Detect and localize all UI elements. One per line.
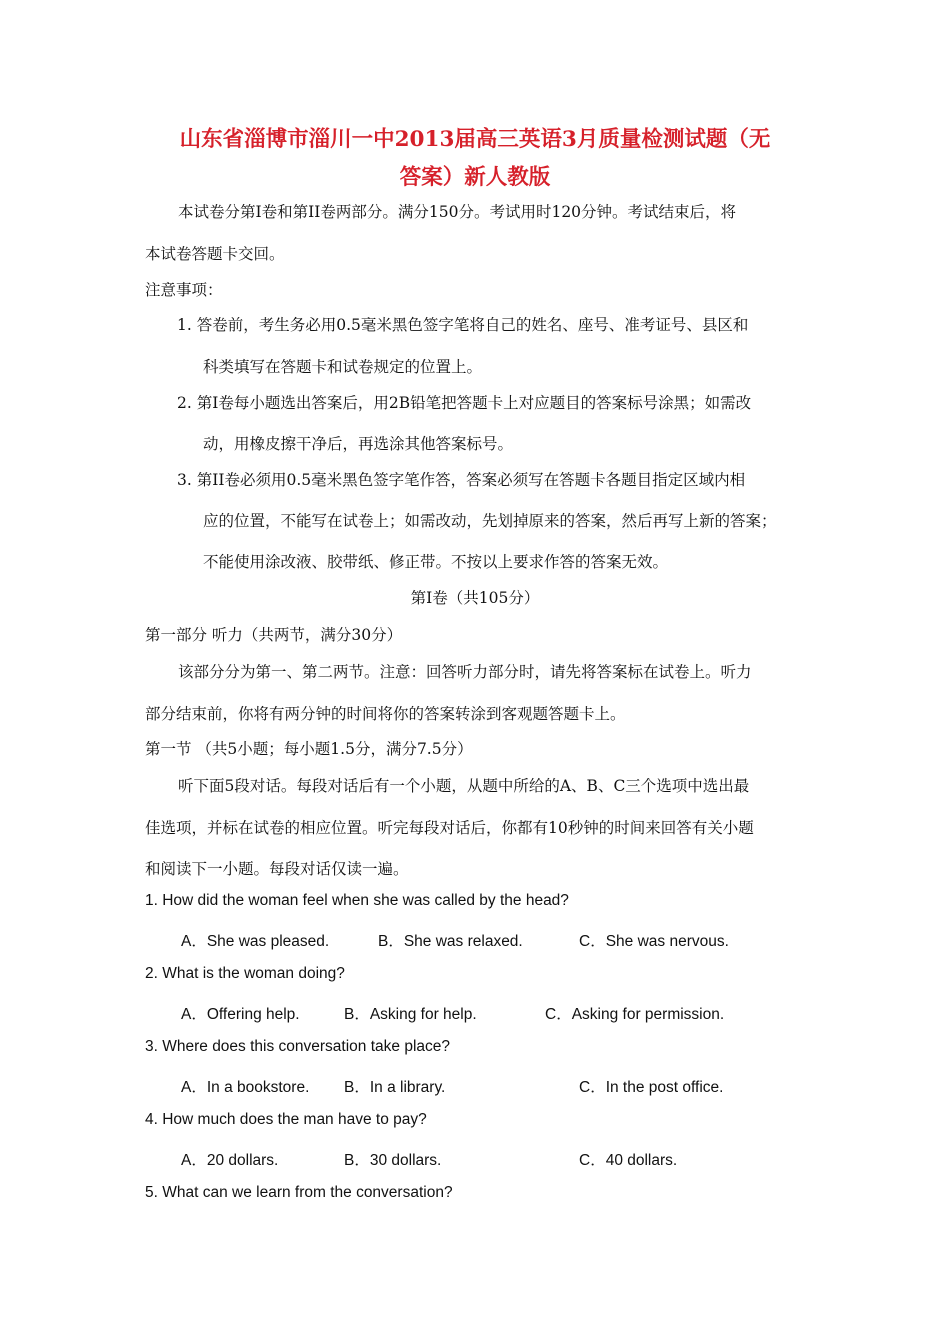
question-1-option-c: C．She was nervous.	[579, 933, 729, 950]
question-4-option-c: C．40 dollars.	[579, 1152, 678, 1169]
question-3-option-c: C．In the post office.	[579, 1079, 724, 1096]
part-1-desc-line-2: 部分结束前，你将有两分钟的时间将你的答案转涂到客观题答题卡上。	[145, 705, 626, 723]
question-2: 2. What is the woman doing?	[145, 965, 345, 982]
note-1-line-1: 1. 答卷前，考生务必用0.5毫米黑色签字笔将自己的姓名、座号、准考证号、县区和	[177, 316, 749, 334]
question-2-option-b: B．Asking for help.	[344, 1006, 477, 1023]
part-1-heading: 第一部分 听力（共两节，满分30分）	[145, 626, 403, 644]
question-1: 1. How did the woman feel when she was called by the head?	[145, 892, 569, 909]
question-1-option-a: A．She was pleased.	[181, 933, 330, 950]
question-2-option-a: A．Offering help.	[181, 1006, 300, 1023]
volume-heading: 第I卷（共105分）	[410, 589, 540, 607]
question-4-option-a: A．20 dollars.	[181, 1152, 279, 1169]
question-3-option-a: A．In a bookstore.	[181, 1079, 310, 1096]
section-1-desc-line-3: 和阅读下一小题。每段对话仅读一遍。	[145, 860, 409, 878]
note-2-line-1: 2. 第I卷每小题选出答案后，用2B铅笔把答题卡上对应题目的答案标号涂黑；如需改	[177, 394, 752, 412]
title-line-1: 山东省淄博市淄川一中2013届高三英语3月质量检测试题（无	[179, 127, 771, 152]
question-2-option-c: C．Asking for permission.	[545, 1006, 725, 1023]
question-3: 3. Where does this conversation take place?	[145, 1038, 451, 1055]
question-5: 5. What can we learn from the conversation?	[145, 1184, 453, 1201]
question-1-option-b: B．She was relaxed.	[378, 933, 523, 950]
intro-line-1: 本试卷分第I卷和第II卷两部分。满分150分。考试用时120分钟。考试结束后，将	[178, 203, 737, 221]
section-1-desc-line-1: 听下面5段对话。每段对话后有一个小题，从题中所给的A、B、C三个选项中选出最	[178, 777, 750, 795]
title-line-2: 答案）新人教版	[399, 165, 551, 190]
section-1-heading: 第一节 （共5小题；每小题1.5分，满分7.5分）	[145, 740, 473, 758]
question-3-option-b: B．In a library.	[344, 1079, 446, 1096]
note-3-line-1: 3. 第II卷必须用0.5毫米黑色签字笔作答，答案必须写在答题卡各题目指定区域内相	[177, 471, 746, 489]
intro-line-2: 本试卷答题卡交回。	[145, 245, 285, 263]
section-1-desc-line-2: 佳选项，并标在试卷的相应位置。听完每段对话后，你都有10秒钟的时间来回答有关小题	[145, 819, 754, 837]
question-4-option-b: B．30 dollars.	[344, 1152, 442, 1169]
note-2-line-2: 动，用橡皮擦干净后，再选涂其他答案标号。	[203, 435, 514, 453]
note-3-line-2: 应的位置，不能写在试卷上；如需改动，先划掉原来的答案，然后再写上新的答案；	[203, 512, 777, 530]
note-1-line-2: 科类填写在答题卡和试卷规定的位置上。	[203, 358, 483, 376]
notes-heading: 注意事项：	[145, 281, 223, 299]
part-1-desc-line-1: 该部分分为第一、第二两节。注意：回答听力部分时，请先将答案标在试卷上。听力	[178, 663, 752, 681]
question-4: 4. How much does the man have to pay?	[145, 1111, 427, 1128]
note-3-line-3: 不能使用涂改液、胶带纸、修正带。不按以上要求作答的答案无效。	[203, 553, 669, 571]
